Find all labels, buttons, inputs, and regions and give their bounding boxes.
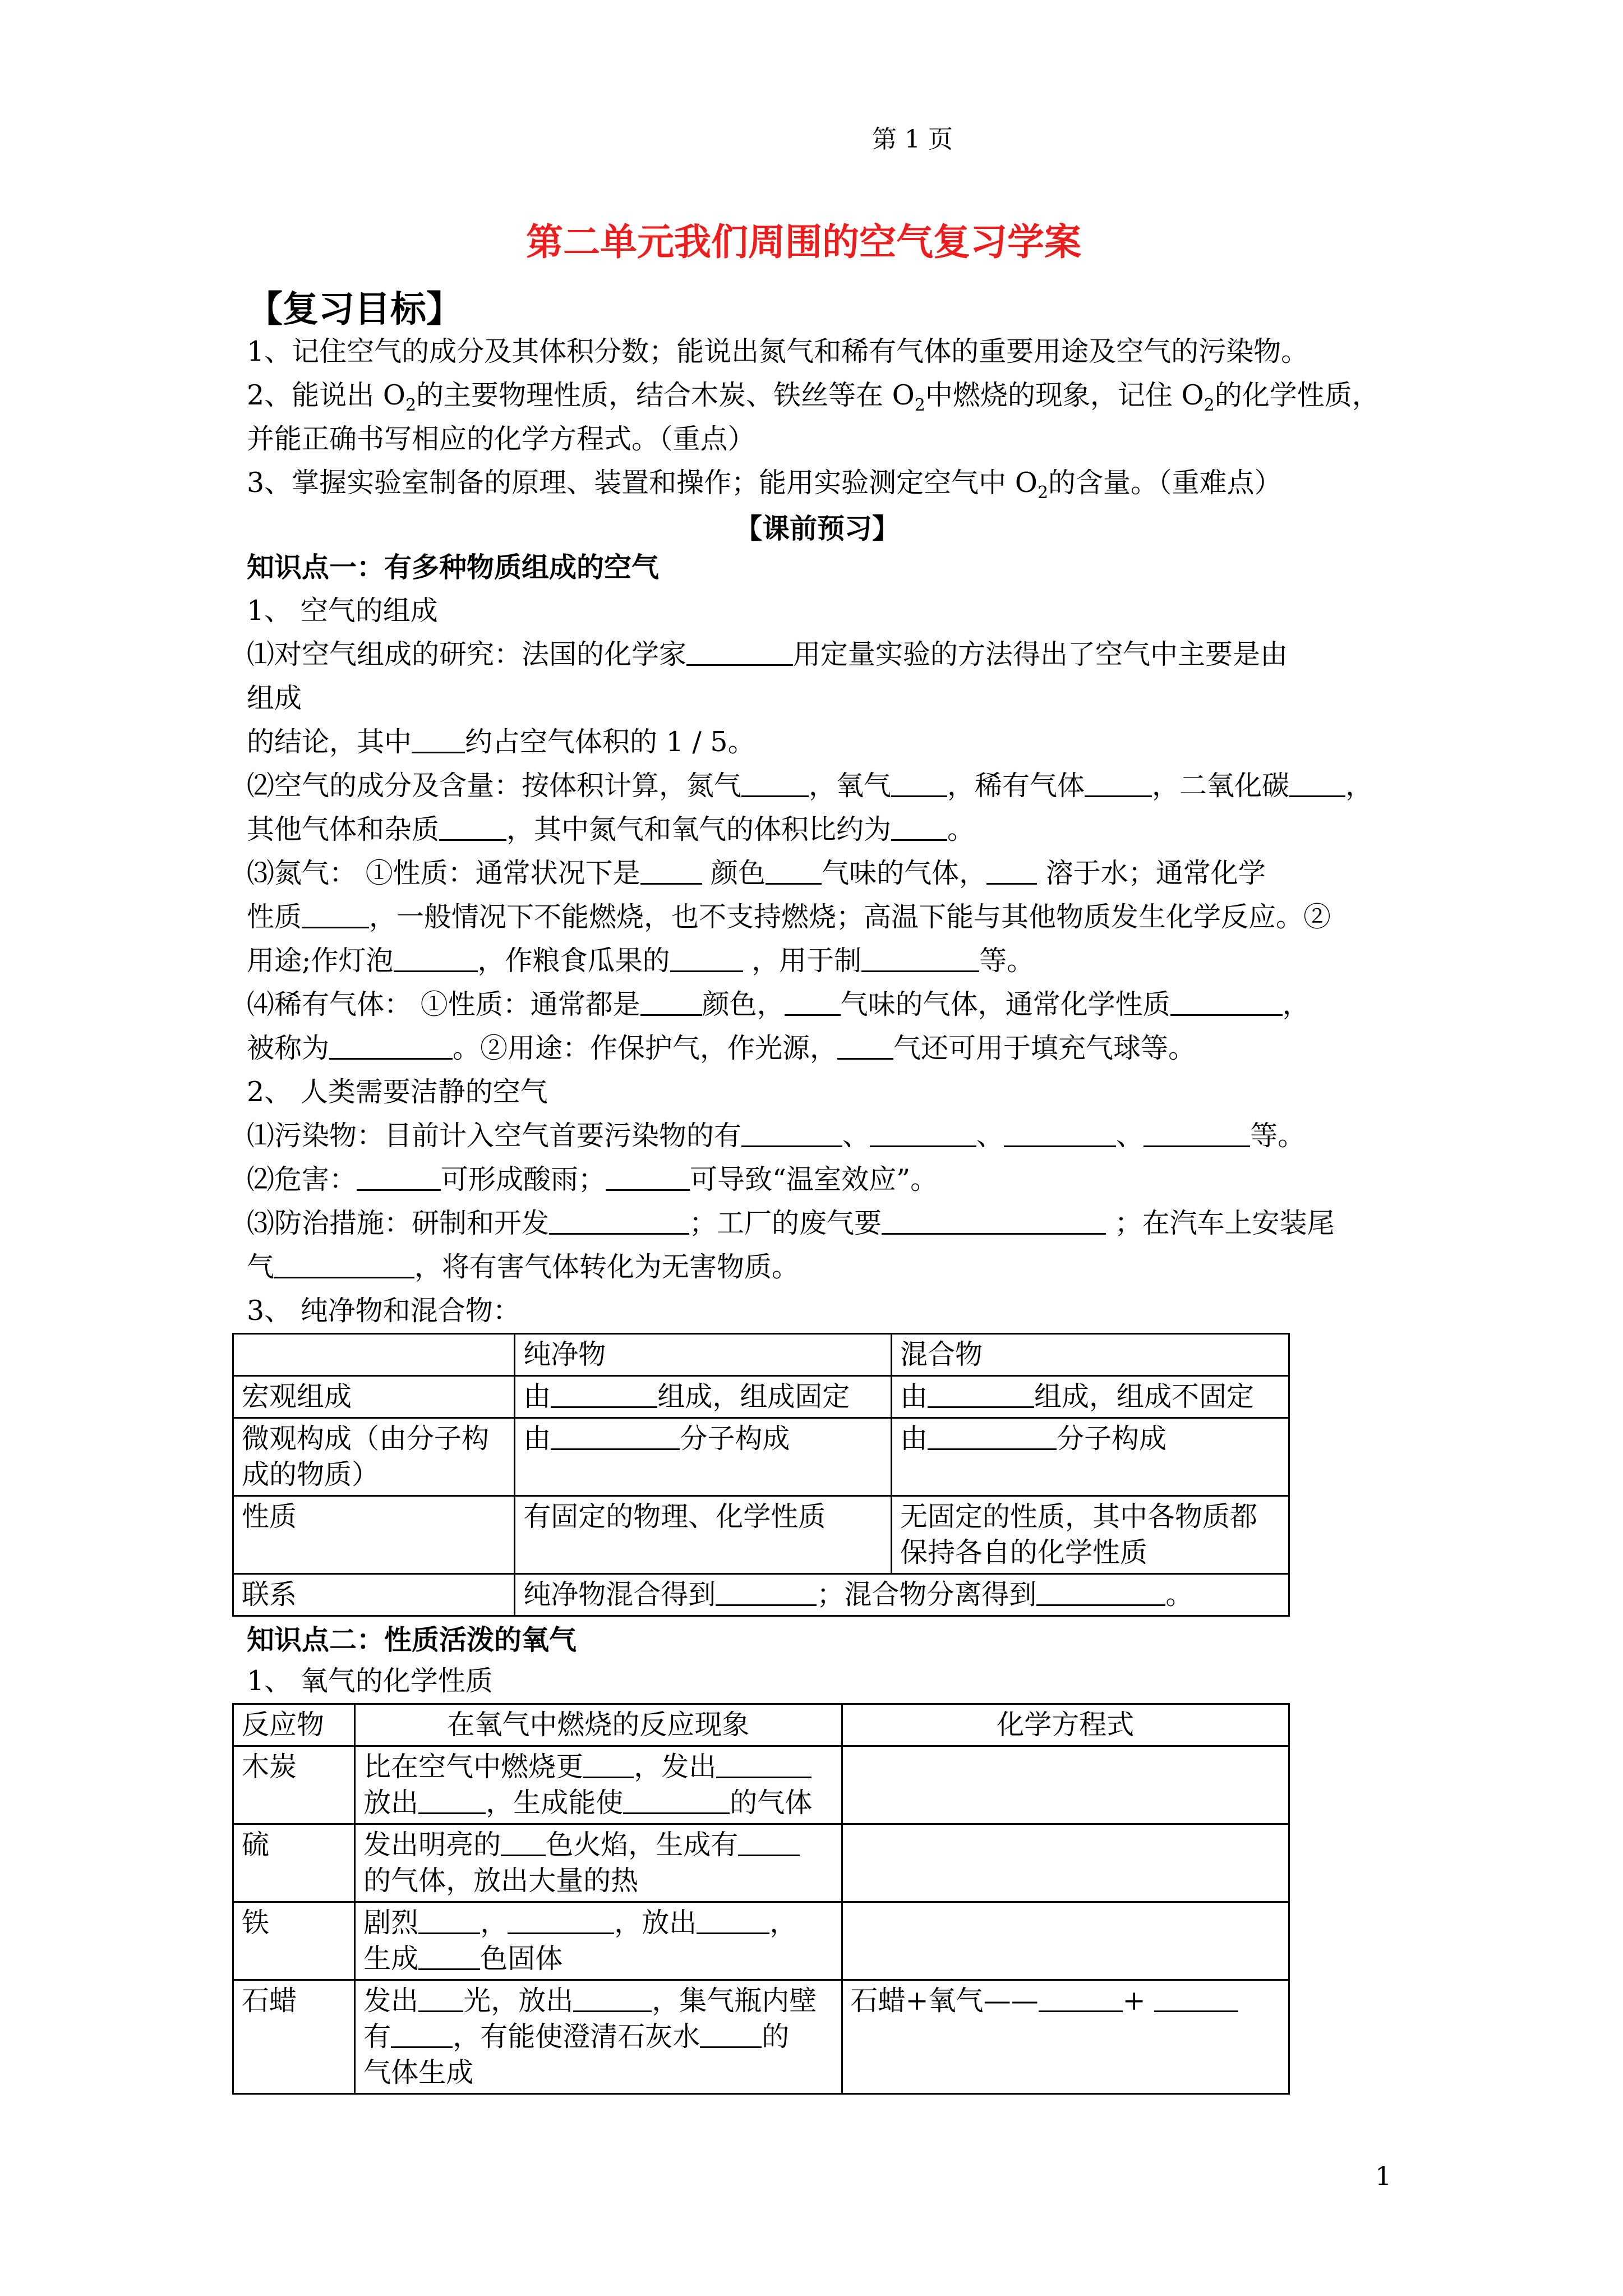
blank[interactable]	[891, 813, 947, 841]
table-cell: 硫	[233, 1824, 355, 1902]
table-row	[233, 1824, 1289, 1902]
goal-item-1: 1、记住空气的成分及其体积分数；能说出氮气和稀有气体的重要用途及空气的污染物。	[247, 335, 1309, 367]
blank[interactable]	[870, 1120, 976, 1147]
preview-heading: 【课前预习】	[735, 512, 900, 545]
blank[interactable]	[391, 2021, 453, 2048]
table-row	[233, 1704, 1289, 1746]
blank[interactable]	[1085, 770, 1152, 797]
table-cell: 无固定的性质，其中各物质都 保持各自的化学性质	[891, 1496, 1289, 1574]
blank[interactable]	[861, 945, 979, 972]
k1-para-1: ⑴对空气组成的研究：法国的化学家 用定量实验的方法得出了空气中主要是由	[247, 638, 1288, 670]
equation-cell[interactable]	[842, 1824, 1289, 1902]
blank[interactable]	[418, 1907, 480, 1934]
blank[interactable]	[1289, 770, 1345, 797]
blank[interactable]	[640, 988, 702, 1016]
blank[interactable]	[302, 901, 369, 928]
table-cell: 木炭	[233, 1746, 355, 1824]
blank[interactable]	[573, 1985, 652, 2012]
k1-q-3: ⑶防治措施：研制和开发 ；工厂的废气要 ；在汽车上安装尾	[247, 1207, 1335, 1239]
blank[interactable]	[274, 1251, 414, 1278]
blank[interactable]	[357, 1163, 441, 1191]
blank[interactable]	[741, 1120, 842, 1147]
table-cell: 剧烈 ， ，放出 ， 生成 色固体	[355, 1902, 842, 1980]
page-title: 第二单元我们周围的空气复习学案	[526, 220, 1081, 264]
k1-para-1-end: 的结论，其中 约占空气体积的 1 / 5。	[247, 726, 755, 758]
goals-heading: 【复习目标】	[247, 288, 462, 330]
blank[interactable]	[1004, 1120, 1116, 1147]
table-cell: 性质	[233, 1496, 515, 1574]
blank[interactable]	[928, 1423, 1057, 1450]
equation-cell[interactable]: 石蜡+氧气—— +	[842, 1980, 1289, 2094]
goal-item-3: 3、掌握实验室制备的原理、装置和操作；能用实验测定空气中 $O_2$的含量。（重难点）	[247, 467, 1282, 503]
blank[interactable]	[418, 1787, 486, 1814]
table-cell: 宏观组成	[233, 1376, 515, 1418]
table-row	[233, 1574, 1289, 1616]
table-header: 在氧气中燃烧的反应现象	[355, 1704, 842, 1746]
blank[interactable]	[508, 1907, 614, 1934]
blank[interactable]	[785, 988, 841, 1016]
blank[interactable]	[551, 1381, 657, 1408]
table-row	[233, 1418, 1289, 1496]
blank[interactable]	[551, 1423, 680, 1450]
table-row	[233, 1746, 1289, 1824]
blank[interactable]	[1144, 1120, 1250, 1147]
blank[interactable]	[623, 1787, 730, 1814]
k1-para-3-end: 用途;作灯泡 ，作粮食瓜果的 ，用于制 等。	[247, 945, 1035, 977]
table-cell: 由 组成，组成不固定	[891, 1376, 1289, 1418]
blank[interactable]	[1170, 988, 1283, 1016]
blank[interactable]	[738, 1829, 800, 1856]
blank[interactable]	[928, 1381, 1034, 1408]
k1-q-2: ⑵危害： 可形成酸雨； 可导致“温室效应”。	[247, 1163, 938, 1195]
k1-para-4: ⑷稀有气体： ①性质：通常都是 颜色， 气味的气体，通常化学性质 ，	[247, 988, 1310, 1020]
table-header: 反应物	[233, 1704, 355, 1746]
blank[interactable]	[686, 638, 793, 666]
blank[interactable]	[882, 1207, 1106, 1235]
k1-para-2-cont: 其他气体和杂质 ，其中氮气和氧气的体积比约为 。	[247, 813, 975, 845]
blank[interactable]	[439, 813, 506, 841]
table-cell: 微观构成（由分子构 成的物质）	[233, 1418, 515, 1496]
blank[interactable]	[837, 1032, 893, 1060]
table-cell: 由 分子构成	[515, 1418, 892, 1496]
blank[interactable]	[549, 1207, 689, 1235]
k1-para-3-cont: 性质 ，一般情况下不能燃烧，也不支持燃烧；高温下能与其他物质发生化学反应。②	[247, 901, 1331, 933]
table-cell: 铁	[233, 1902, 355, 1980]
blank[interactable]	[329, 1032, 453, 1060]
blank[interactable]	[891, 770, 947, 797]
table-cell	[233, 1334, 515, 1376]
k1-section-2: 2、 人类需要洁静的空气	[247, 1076, 548, 1108]
table-cell: 由 组成，组成固定	[515, 1376, 892, 1418]
blank[interactable]	[716, 1751, 811, 1778]
blank[interactable]	[394, 945, 478, 972]
blank[interactable]	[716, 1579, 817, 1606]
page-number: 1	[1375, 2161, 1392, 2191]
table-row	[233, 1980, 1289, 2094]
table-header: 化学方程式	[842, 1704, 1289, 1746]
table-cell: 由 分子构成	[891, 1418, 1289, 1496]
table-cell: 联系	[233, 1574, 515, 1616]
blank[interactable]	[1039, 1985, 1123, 2012]
table-header: 纯净物	[515, 1334, 892, 1376]
k1-para-3: ⑶氮气： ①性质：通常状况下是 颜色 气味的气体， 溶于水；通常化学	[247, 857, 1266, 889]
blank[interactable]	[583, 1751, 634, 1778]
blank[interactable]	[1154, 1985, 1238, 2012]
blank[interactable]	[640, 857, 702, 885]
pure-mixture-table	[232, 1333, 1290, 1617]
blank[interactable]	[418, 1943, 480, 1970]
blank[interactable]	[766, 857, 822, 885]
table-cell: 发出 光，放出 ，集气瓶内壁 有 ，有能使澄清石灰水 的 气体生成	[355, 1980, 842, 2094]
table-row	[233, 1496, 1289, 1574]
table-row	[233, 1334, 1289, 1376]
blank[interactable]	[670, 945, 743, 972]
k1-para-4-cont: 被称为 。②用途：作保护气，作光源， 气还可用于填充气球等。	[247, 1032, 1196, 1064]
table-cell: 石蜡	[233, 1980, 355, 2094]
k1-q-3-cont: 气 ，将有害气体转化为无害物质。	[247, 1251, 800, 1283]
blank[interactable]	[1036, 1579, 1165, 1606]
table-cell: 发出明亮的 色火焰，生成有 的气体，放出大量的热	[355, 1824, 842, 1902]
oxygen-reaction-table	[232, 1703, 1290, 2095]
equation-cell[interactable]	[842, 1902, 1289, 1980]
blank[interactable]	[986, 857, 1037, 885]
blank[interactable]	[501, 1829, 546, 1856]
goal-item-2: 2、能说出 $O_2$的主要物理性质，结合木炭、铁丝等在 $O_2$中燃烧的现象，记住 $O_2$的化学性质，	[247, 379, 1380, 415]
equation-cell[interactable]	[842, 1746, 1289, 1824]
blank[interactable]	[418, 1985, 463, 2012]
k1-para-2: ⑵空气的成分及含量：按体积计算，氮气 ，氧气 ，稀有气体 ，二氧化碳 ，	[247, 770, 1373, 802]
table-row	[233, 1902, 1289, 1980]
k1-section-3: 3、 纯净物和混合物：	[247, 1295, 520, 1327]
blank[interactable]	[606, 1163, 690, 1191]
table-header: 混合物	[891, 1334, 1289, 1376]
k2-section-1: 1、 氧气的化学性质	[247, 1665, 493, 1697]
k1-para-1-cont: 组成	[247, 682, 302, 714]
k2-heading: 知识点二：性质活泼的氧气	[247, 1623, 577, 1656]
page-label: 第 1 页	[872, 125, 953, 154]
k1-q-1: ⑴污染物：目前计入空气首要污染物的有 、 、 、 等。	[247, 1120, 1306, 1152]
blank[interactable]	[741, 770, 809, 797]
blank[interactable]	[697, 1907, 769, 1934]
table-row	[233, 1376, 1289, 1418]
blank[interactable]	[700, 2021, 762, 2048]
k1-section-1: 1、 空气的组成	[247, 595, 438, 627]
table-cell: 比在空气中燃烧更 ，发出 放出 ，生成能使 的气体	[355, 1746, 842, 1824]
goal-item-2-cont: 并能正确书写相应的化学方程式。（重点）	[247, 423, 755, 455]
blank[interactable]	[412, 726, 465, 753]
table-cell: 纯净物混合得到 ；混合物分离得到 。	[515, 1574, 1289, 1616]
table-cell: 有固定的物理、化学性质	[515, 1496, 892, 1574]
k1-heading: 知识点一：有多种物质组成的空气	[247, 551, 660, 583]
